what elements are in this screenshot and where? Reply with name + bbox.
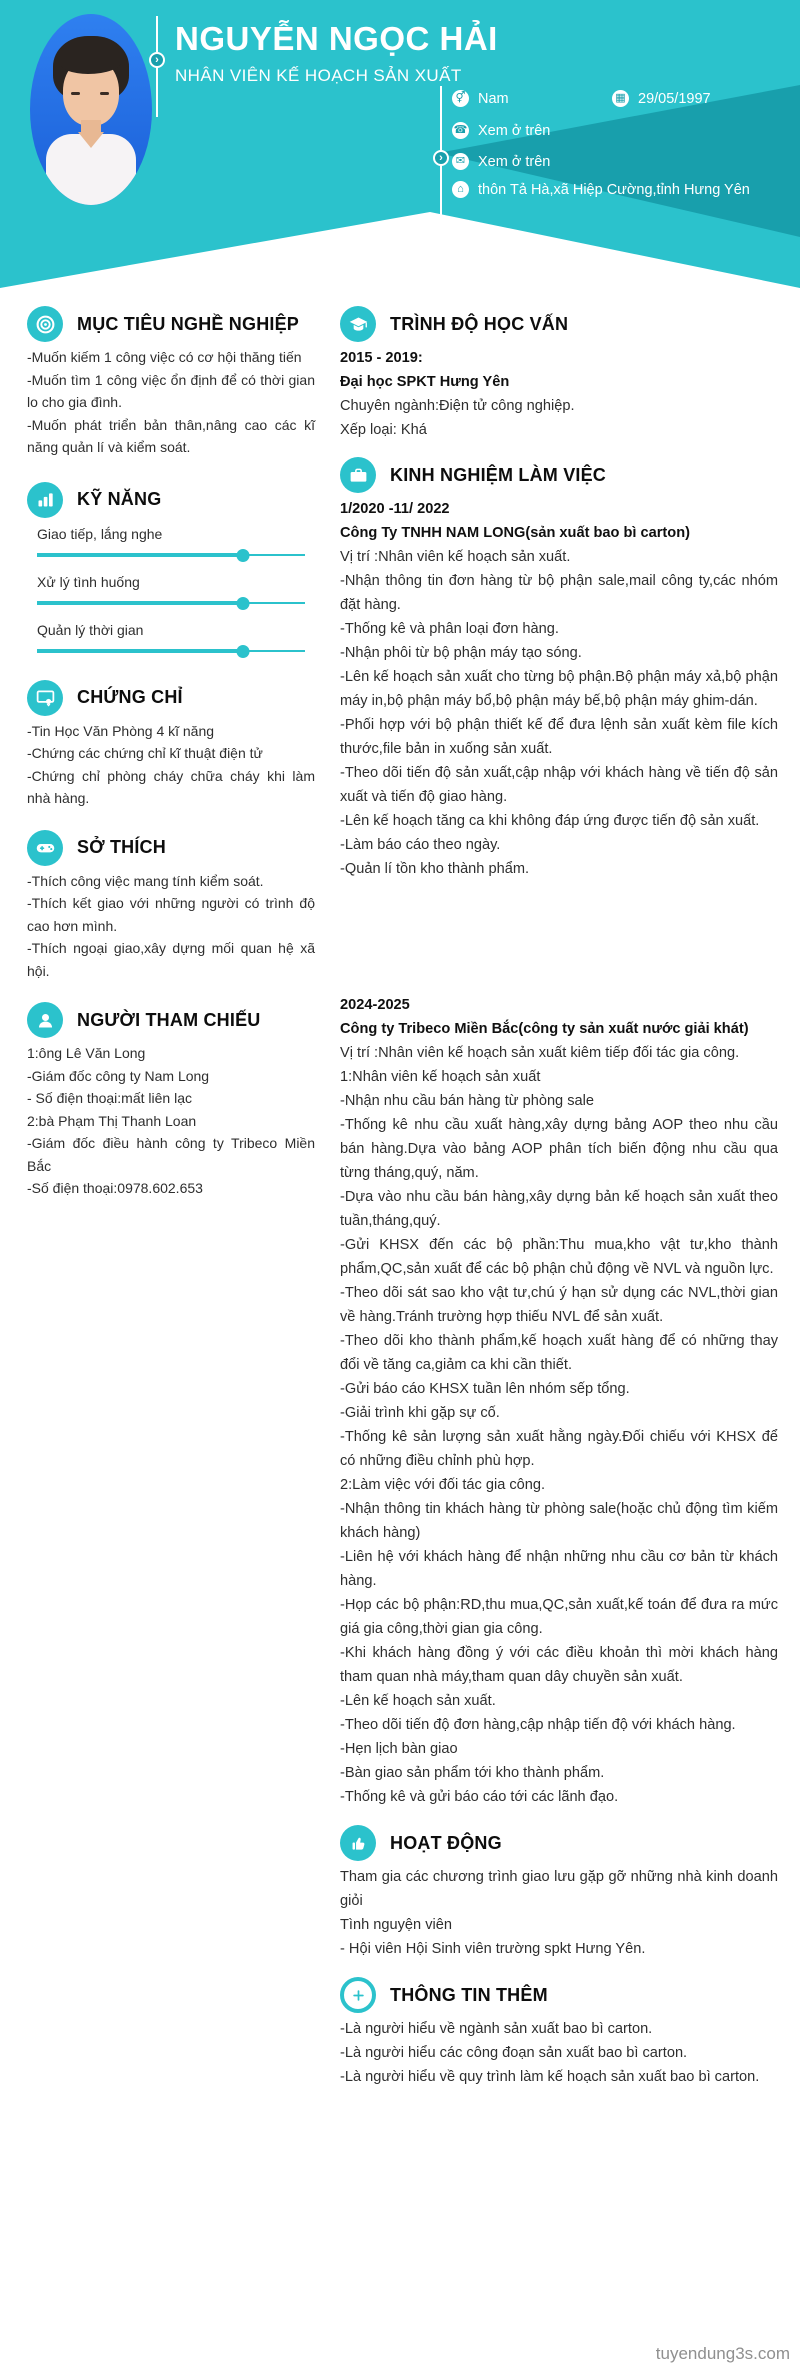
education-detail: Chuyên ngành:Điện tử công nghiệp. [340, 398, 575, 414]
job-period: 2024-2025 [340, 997, 410, 1013]
hobby-item: -Thích ngoại giao,xây dựng mối quan hệ xã hội. [27, 940, 315, 979]
section-title: THÔNG TIN THÊM [390, 1985, 548, 2005]
address-value: thôn Tả Hà,xã Hiệp Cường,tỉnh Hưng Yên [478, 182, 750, 198]
section-education-header [340, 306, 778, 342]
education-detail: Xếp loại: Khá [340, 422, 427, 438]
education-school: Đại học SPKT Hưng Yên [340, 374, 510, 390]
reference-item: -Số điện thoại:0978.602.653 [27, 1180, 203, 1196]
activity-item: Tình nguyện viên [340, 1917, 452, 1933]
skill-item [37, 571, 305, 610]
job-bullet: -Khi khách hàng đồng ý với các điều khoản thì mời khách hàng tham quan nhà máy,tham quan dây chuyền sản xuất. [340, 1645, 778, 1685]
job-bullet: -Quản lí tồn kho thành phẩm. [340, 861, 530, 877]
job-title: NHÂN VIÊN KẾ HOẠCH SẢN XUẤT [175, 66, 462, 85]
briefcase-icon [340, 457, 376, 493]
reference-item: -Giám đốc điều hành công ty Tribeco Miền Bắc [27, 1135, 315, 1174]
calendar-icon: ▦ [612, 90, 629, 107]
job-bullet: 1:Nhân viên kế hoạch sản xuất [340, 1069, 541, 1085]
reference-item: - Số điện thoại:mất liên lạc [27, 1090, 192, 1106]
slider-knob[interactable] [237, 645, 250, 658]
job-bullet: -Liên hệ với khách hàng để nhận những nhu cầu cơ bản từ khách hàng. [340, 1549, 778, 1589]
objective-item: -Muốn phát triển bản thân,nâng cao các kĩ năng quản lí và kiểm soát. [27, 416, 315, 455]
skill-item [37, 619, 305, 658]
dob-value: 29/05/1997 [638, 91, 711, 107]
gender-icon: ⚥ [452, 90, 469, 107]
job-bullet: -Bàn giao sản phẩm tới kho thành phẩm. [340, 1765, 605, 1781]
job-bullet: -Thống kê nhu cầu xuất hàng,xây dựng bảng AOP theo nhu cầu bán hàng.Dựa vào bảng AOP phân tích biến động nhu cầu qua từng tháng,quý, năm. [340, 1117, 778, 1181]
job-bullet: -Theo dõi tiến độ đơn hàng,cập nhập tiến độ với khách hàng. [340, 1717, 736, 1733]
section-title: HOẠT ĐỘNG [390, 1833, 502, 1853]
job-company: Công Ty TNHH NAM LONG(sản xuất bao bì carton) [340, 525, 690, 541]
person-name: NGUYỄN NGỌC HẢI [175, 20, 498, 57]
thumbs-up-icon [340, 1825, 376, 1861]
job-bullet: -Thống kê và gửi báo cáo tới các lãnh đạo. [340, 1789, 619, 1805]
section-title: NGƯỜI THAM CHIẾU [77, 1009, 261, 1030]
gender-value: Nam [478, 91, 509, 107]
job-period: 1/2020 -11/ 2022 [340, 501, 450, 517]
job-bullet: -Nhận phôi từ bộ phận máy tạo sóng. [340, 645, 582, 661]
job-bullet: Vị trí :Nhân viên kế hoạch sản xuất. [340, 549, 571, 565]
objective-item: -Muốn kiếm 1 công việc có cơ hội thăng tiến [27, 349, 302, 365]
job-bullet: -Dựa vào nhu cầu bán hàng,xây dựng bản kế hoạch sản xuất theo tuần,tháng,quý. [340, 1189, 778, 1229]
job-bullet: -Thống kê và phân loại đơn hàng. [340, 621, 559, 637]
gender-row [452, 90, 509, 109]
right-column [340, 300, 778, 2089]
job-bullet: -Hẹn lịch bàn giao [340, 1741, 458, 1757]
email-row [452, 153, 550, 172]
phone-value: Xem ở trên [478, 123, 551, 139]
job-bullet: -Làm báo cáo theo ngày. [340, 837, 501, 853]
job-bullet: -Họp các bộ phận:RD,thu mua,QC,sản xuất,kế toán để đưa ra mức giá gia công,thời gian gia công. [340, 1597, 778, 1637]
section-additional-header [340, 1977, 778, 2013]
plus-circle-icon [340, 1977, 376, 2013]
job-bullet: -Gửi KHSX đến các bộ phần:Thu mua,kho vật tư,kho thành phẩm,QC,sản xuất để các bộ phận chủ động về NVL và nguồn lực. [340, 1237, 778, 1277]
phone-icon: ☎ [452, 122, 469, 139]
watermark: tuyendung3s.com [655, 2344, 790, 2363]
section-title: SỞ THÍCH [77, 837, 166, 858]
activity-item: Tham gia các chương trình giao lưu gặp gỡ những nhà kinh doanh giỏi [340, 1869, 778, 1909]
section-objective-header [27, 306, 315, 342]
graduation-cap-icon [340, 306, 376, 342]
skills-list [37, 523, 305, 658]
education-period: 2015 - 2019: [340, 350, 423, 366]
left-column [27, 300, 315, 1200]
job-bullet: -Nhận thông tin đơn hàng từ bộ phận sale,mail công ty,các nhóm đặt hàng. [340, 573, 778, 613]
section-hobbies-header [27, 830, 315, 866]
person-icon [27, 1002, 63, 1038]
avatar-eye [100, 92, 109, 95]
phone-row [452, 122, 550, 141]
job-bullet: -Lên kế hoạch tăng ca khi không đáp ứng được tiến độ sản xuất. [340, 813, 760, 829]
job-bullet: -Gửi báo cáo KHSX tuần lên nhóm sếp tổng. [340, 1381, 630, 1397]
job-bullet: -Thống kê sản lượng sản xuất hằng ngày.Đối chiếu với KHSX để có những điều chỉnh phù hợp. [340, 1429, 778, 1469]
hobby-item: -Thích kết giao với những người có trình độ cao hơn mình. [27, 895, 315, 934]
hobby-item: -Thích công việc mang tính kiểm soát. [27, 872, 264, 889]
header [0, 0, 800, 300]
slider-knob[interactable] [237, 549, 250, 562]
job-2 [340, 993, 778, 1809]
section-title: MỤC TIÊU NGHỀ NGHIỆP [77, 313, 300, 334]
slider-knob[interactable] [237, 597, 250, 610]
section-title: KỸ NĂNG [77, 489, 162, 510]
job-bullet: -Theo dõi kho thành phẩm,kế hoạch xuất hàng để có những thay đổi về tăng ca,giảm ca khi cần thiết. [340, 1333, 778, 1373]
additional-item: -Là người hiểu các công đoạn sản xuất bao bì carton. [340, 2045, 688, 2061]
job-bullet: 2:Làm việc với đối tác gia công. [340, 1477, 546, 1493]
section-title: KINH NGHIỆM LÀM VIỆC [390, 465, 607, 485]
job-bullet: -Theo dõi sát sao kho vật tư,chú ý hạn sử dụng các NVL,thời gian về hàng.Tránh trường hợp thiếu NVL để sản xuất. [340, 1285, 778, 1325]
email-icon: ✉ [452, 153, 469, 170]
skill-label: Quản lý thời gian [37, 621, 144, 638]
job-bullet: -Lên kế hoạch sản xuất. [340, 1693, 496, 1709]
reference-item: 2:bà Phạm Thị Thanh Loan [27, 1112, 197, 1129]
dob-row [612, 90, 711, 109]
job-bullet: -Nhận thông tin khách hàng từ phòng sale(hoặc chủ động tìm kiếm khách hàng) [340, 1501, 778, 1541]
target-icon [27, 306, 63, 342]
certificate-item: -Chứng chỉ phòng cháy chữa cháy khi làm nhà hàng. [27, 767, 315, 806]
email-value: Xem ở trên [478, 154, 551, 170]
certificate-icon [27, 680, 63, 716]
section-skills-header [27, 482, 315, 518]
bar-chart-icon [27, 482, 63, 518]
skill-slider[interactable] [37, 645, 305, 658]
skill-slider[interactable] [37, 597, 305, 610]
section-title: TRÌNH ĐỘ HỌC VẤN [390, 314, 569, 334]
gamepad-icon [27, 830, 63, 866]
job-1 [340, 497, 778, 881]
section-activities-header [340, 1825, 778, 1861]
additional-item: -Là người hiểu về quy trình làm kế hoạch sản xuất bao bì carton. [340, 2069, 760, 2085]
reference-item: -Giám đốc công ty Nam Long [27, 1067, 210, 1084]
chevron-right-icon: › [149, 52, 165, 68]
job-company: Công ty Tribeco Miền Bắc(công ty sản xuất nước giải khát) [340, 1021, 749, 1037]
section-certificates-header [27, 680, 315, 716]
job-bullet: -Phối hợp với bộ phận thiết kế để đưa lệnh sản xuất kèm file kích thước,file bản in xuống sản xuất. [340, 717, 778, 757]
avatar-eye [71, 92, 80, 95]
job-bullet: -Lên kế hoạch sản xuất cho từng bộ phận.Bộ phận máy xả,bộ phận máy in,bộ phận máy bổ,bộ phận máy bế,bộ phận máy ghim-dán. [340, 669, 778, 709]
job-bullet: -Theo dõi tiến độ sản xuất,cập nhập với khách hàng về tiến độ sản xuất và tiến độ giao hàng. [340, 765, 778, 805]
skill-label: Giao tiếp, lắng nghe [37, 525, 163, 542]
home-icon: ⌂ [452, 181, 469, 198]
job-bullet: Vị trí :Nhân viên kế hoạch sản xuất kiêm tiếp đối tác gia công. [340, 1045, 740, 1061]
activity-item: - Hội viên Hội Sinh viên trường spkt Hưng Yên. [340, 1941, 646, 1957]
job-bullet: -Nhận nhu cầu bán hàng từ phòng sale [340, 1093, 595, 1109]
certificate-item: -Tin Học Văn Phòng 4 kĩ năng [27, 722, 215, 739]
section-references-header [27, 1002, 315, 1038]
certificate-item: -Chứng các chứng chỉ kĩ thuật điện tử [27, 745, 263, 761]
address-row [452, 181, 770, 204]
skill-label: Xử lý tình huống [37, 573, 140, 590]
profile-photo [30, 14, 152, 205]
job-bullet: -Giải trình khi gặp sự cố. [340, 1405, 500, 1421]
skill-item [37, 523, 305, 562]
chevron-right-icon: › [433, 150, 449, 166]
additional-item: -Là người hiểu về ngành sản xuất bao bì carton. [340, 2021, 653, 2037]
skill-slider[interactable] [37, 549, 305, 562]
section-experience-header [340, 457, 778, 493]
section-title: CHỨNG CHỈ [77, 687, 183, 708]
reference-item: 1:ông Lê Văn Long [27, 1045, 146, 1061]
objective-item: -Muốn tìm 1 công việc ổn định để có thời gian lo cho gia đình. [27, 371, 315, 410]
